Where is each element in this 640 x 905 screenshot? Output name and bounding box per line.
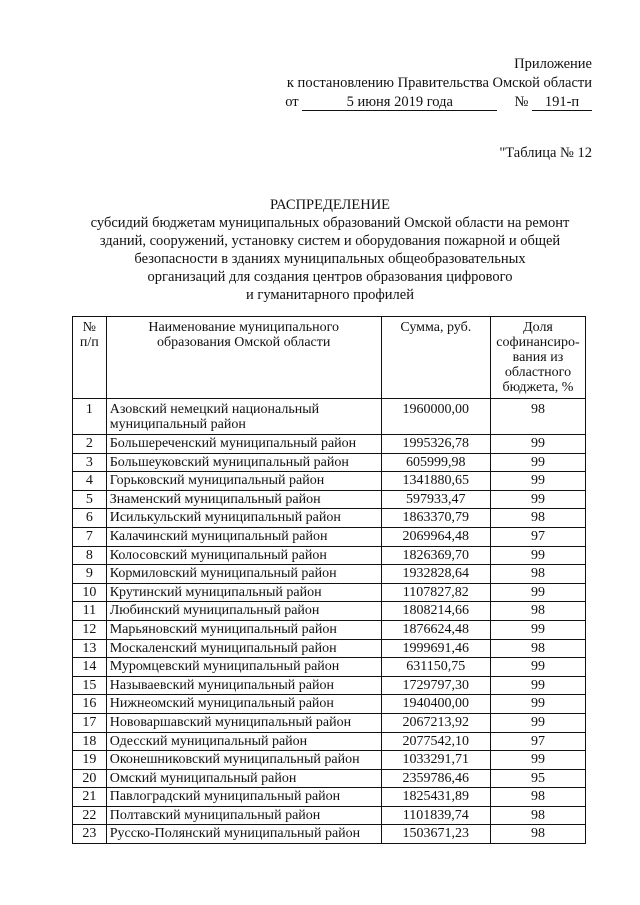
- table-row: [73, 435, 586, 454]
- row-share: 99: [490, 453, 585, 472]
- appendix-date-number: [285, 93, 592, 112]
- row-share: 99: [490, 546, 585, 565]
- table-row: [73, 620, 586, 639]
- row-sum: 1876624,48: [381, 620, 490, 639]
- row-municipality: Одесский муниципальный район: [106, 732, 381, 751]
- col-header-share: Доля софинансиро-вания из областного бюджета, %: [490, 317, 585, 399]
- row-municipality: Нововаршавский муниципальный район: [106, 713, 381, 732]
- row-municipality: Калачинский муниципальный район: [106, 527, 381, 546]
- row-share: 98: [490, 639, 585, 658]
- row-municipality: Знаменский муниципальный район: [106, 490, 381, 509]
- col-header-num: № п/п: [73, 317, 107, 399]
- row-number: 14: [73, 658, 107, 677]
- row-sum: 1341880,65: [381, 472, 490, 491]
- row-number: 1: [73, 399, 107, 435]
- row-municipality: Называевский муниципальный район: [106, 676, 381, 695]
- row-number: 5: [73, 490, 107, 509]
- row-municipality: Муромцевский муниципальный район: [106, 658, 381, 677]
- row-sum: 2077542,10: [381, 732, 490, 751]
- table-row: [73, 658, 586, 677]
- row-municipality: Павлоградский муниципальный район: [106, 788, 381, 807]
- row-sum: 1826369,70: [381, 546, 490, 565]
- row-number: 9: [73, 565, 107, 584]
- resolution-number: 191-п: [532, 95, 592, 111]
- row-number: 18: [73, 732, 107, 751]
- row-share: 97: [490, 732, 585, 751]
- row-share: 97: [490, 527, 585, 546]
- row-number: 17: [73, 713, 107, 732]
- row-share: 99: [490, 695, 585, 714]
- from-label: от: [285, 94, 299, 110]
- row-municipality: Оконешниковский муниципальный район: [106, 751, 381, 770]
- row-number: 12: [73, 620, 107, 639]
- row-number: 21: [73, 788, 107, 807]
- table-row: [73, 472, 586, 491]
- row-share: 98: [490, 806, 585, 825]
- appendix-label: Приложение: [514, 56, 592, 72]
- row-share: 99: [490, 620, 585, 639]
- heading-subtitle-line: субсидий бюджетам муниципальных образований Омской области на ремонт: [90, 215, 570, 231]
- distribution-table: [72, 316, 586, 844]
- table-row: [73, 695, 586, 714]
- table-row: [73, 565, 586, 584]
- row-share: 99: [490, 658, 585, 677]
- row-sum: 2359786,46: [381, 769, 490, 788]
- appendix-block: [285, 55, 592, 112]
- row-sum: 1940400,00: [381, 695, 490, 714]
- row-sum: 1503671,23: [381, 825, 490, 844]
- row-sum: 605999,98: [381, 453, 490, 472]
- row-sum: 1033291,71: [381, 751, 490, 770]
- table-row: [73, 527, 586, 546]
- table-number: "Таблица № 12: [499, 145, 592, 161]
- row-sum: 1101839,74: [381, 806, 490, 825]
- row-sum: 1729797,30: [381, 676, 490, 695]
- row-number: 13: [73, 639, 107, 658]
- row-sum: 597933,47: [381, 490, 490, 509]
- table-row: [73, 825, 586, 844]
- row-sum: 2067213,92: [381, 713, 490, 732]
- row-share: 98: [490, 399, 585, 435]
- row-sum: 1960000,00: [381, 399, 490, 435]
- row-number: 11: [73, 602, 107, 621]
- row-number: 4: [73, 472, 107, 491]
- row-share: 99: [490, 490, 585, 509]
- col-header-name: Наименование муниципального образования Омской области: [106, 317, 381, 399]
- row-sum: 1808214,66: [381, 602, 490, 621]
- heading-subtitle-line: и гуманитарного профилей: [246, 287, 414, 303]
- row-number: 23: [73, 825, 107, 844]
- row-share: 99: [490, 472, 585, 491]
- row-sum: 631150,75: [381, 658, 490, 677]
- document-heading: [60, 196, 600, 304]
- table-row: [73, 546, 586, 565]
- row-municipality: Полтавский муниципальный район: [106, 806, 381, 825]
- row-number: 8: [73, 546, 107, 565]
- table-row: [73, 602, 586, 621]
- table-row: [73, 751, 586, 770]
- heading-subtitle-line: зданий, сооружений, установку систем и оборудования пожарной и общей: [99, 233, 561, 249]
- table-row: [73, 788, 586, 807]
- table-row: [73, 639, 586, 658]
- row-share: 98: [490, 788, 585, 807]
- col-header-sum: Сумма, руб.: [381, 317, 490, 399]
- row-municipality: Исилькульский муниципальный район: [106, 509, 381, 528]
- row-share: 98: [490, 509, 585, 528]
- row-number: 19: [73, 751, 107, 770]
- row-share: 95: [490, 769, 585, 788]
- table-row: [73, 490, 586, 509]
- row-share: 99: [490, 435, 585, 454]
- row-number: 6: [73, 509, 107, 528]
- row-sum: 2069964,48: [381, 527, 490, 546]
- row-number: 16: [73, 695, 107, 714]
- row-number: 10: [73, 583, 107, 602]
- row-share: 99: [490, 583, 585, 602]
- row-municipality: Русско-Полянский муниципальный район: [106, 825, 381, 844]
- row-municipality: Большеуковский муниципальный район: [106, 453, 381, 472]
- table-header-row: [73, 317, 586, 399]
- row-sum: 1932828,64: [381, 565, 490, 584]
- row-number: 15: [73, 676, 107, 695]
- table-row: [73, 732, 586, 751]
- row-sum: 1999691,46: [381, 639, 490, 658]
- row-municipality: Горьковский муниципальный район: [106, 472, 381, 491]
- row-municipality: Кормиловский муниципальный район: [106, 565, 381, 584]
- row-share: 98: [490, 602, 585, 621]
- table-row: [73, 676, 586, 695]
- row-municipality: Нижнеомский муниципальный район: [106, 695, 381, 714]
- row-sum: 1863370,79: [381, 509, 490, 528]
- appendix-resolution: к постановлению Правительства Омской области: [286, 75, 592, 91]
- table-row: [73, 713, 586, 732]
- row-municipality: Большереченский муниципальный район: [106, 435, 381, 454]
- row-number: 3: [73, 453, 107, 472]
- table-row: [73, 453, 586, 472]
- number-label: №: [514, 94, 529, 110]
- row-municipality: Омский муниципальный район: [106, 769, 381, 788]
- row-number: 22: [73, 806, 107, 825]
- table-row: [73, 399, 586, 435]
- heading-title: РАСПРЕДЕЛЕНИЕ: [269, 197, 391, 213]
- row-number: 2: [73, 435, 107, 454]
- resolution-date: 5 июня 2019 года: [302, 95, 497, 111]
- row-share: 99: [490, 713, 585, 732]
- heading-subtitle-line: организаций для создания центров образования цифрового: [147, 269, 513, 285]
- row-share: 98: [490, 825, 585, 844]
- row-municipality: Любинский муниципальный район: [106, 602, 381, 621]
- row-number: 20: [73, 769, 107, 788]
- row-share: 99: [490, 676, 585, 695]
- table-row: [73, 769, 586, 788]
- row-number: 7: [73, 527, 107, 546]
- row-sum: 1107827,82: [381, 583, 490, 602]
- table-row: [73, 509, 586, 528]
- table-row: [73, 806, 586, 825]
- table-row: [73, 583, 586, 602]
- row-municipality: Колосовский муниципальный район: [106, 546, 381, 565]
- row-municipality: Крутинский муниципальный район: [106, 583, 381, 602]
- row-sum: 1825431,89: [381, 788, 490, 807]
- heading-subtitle-line: безопасности в зданиях муниципальных общеобразовательных: [134, 251, 526, 267]
- row-share: 99: [490, 751, 585, 770]
- row-sum: 1995326,78: [381, 435, 490, 454]
- row-share: 98: [490, 565, 585, 584]
- row-municipality: Марьяновский муниципальный район: [106, 620, 381, 639]
- row-municipality: Азовский немецкий национальный муниципальный район: [106, 399, 381, 435]
- row-municipality: Москаленский муниципальный район: [106, 639, 381, 658]
